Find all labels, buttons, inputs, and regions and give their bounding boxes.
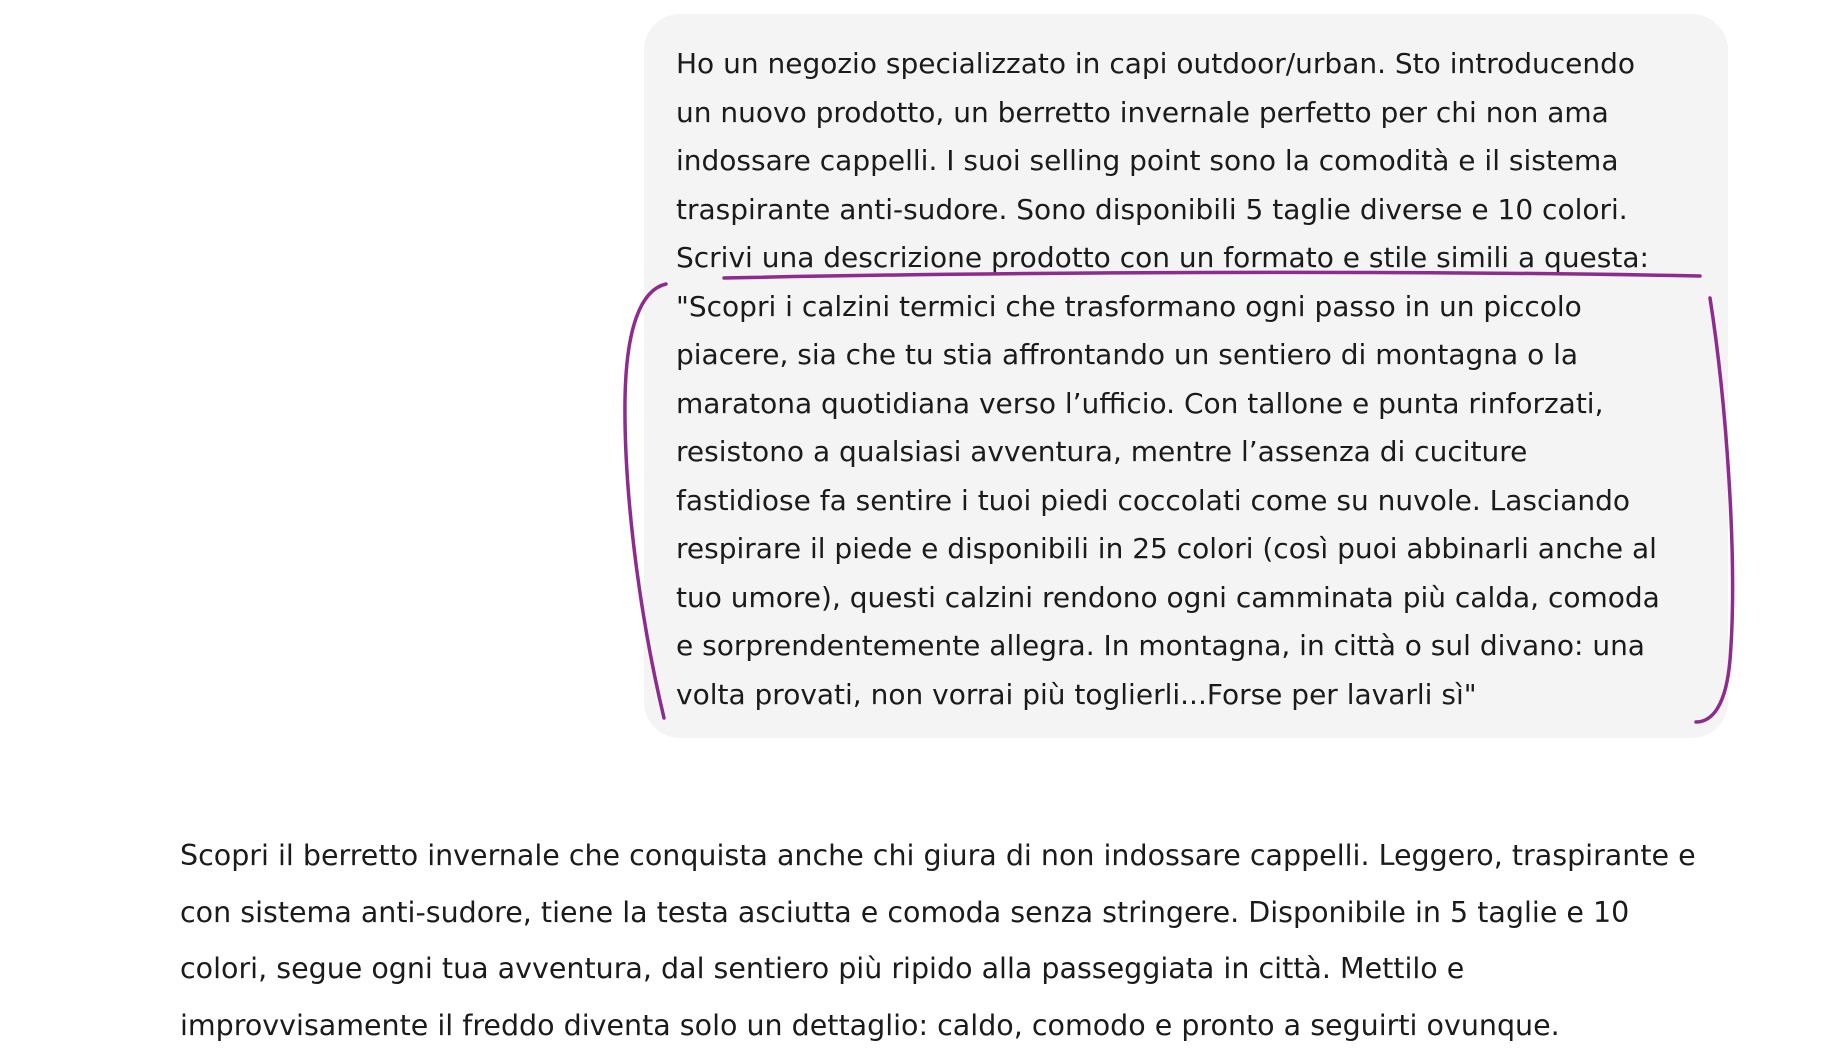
user-message-text: Ho un negozio specializzato in capi outdoor/urban. Sto introducendo un nuovo prodotto, un berretto invernale perfetto per chi non ama indossare cappelli. I suoi selling point sono la comodità e il sistema traspirante anti-sudore. Sono disponibili 5 taglie diverse e 10 colori. Scrivi una descrizione prodotto con un formato e stile simili a questa: "Scopri i calzini termici che trasformano ogni passo in un piccolo piacere, sia che tu stia affrontando un sentiero di montagna o la maratona quotidiana verso l’ufficio. Con tallone e punta rinforzati, resistono a qualsiasi avventura, mentre l’assenza di cuciture fastidiose fa sentire i tuoi piedi coccolati come su nuvole. Lasciando respirare il piede e disponibili in 25 colori (così puoi abbinarli anche al tuo umore), questi calzini rendono ogni camminata più calda, comoda e sorprendentemente allegra. In montagna, in città o sul divano: una volta provati, non vorrai più toglierli...Forse per lavarli sì" [676,47,1660,711]
assistant-message-text: Scopri il berretto invernale che conquista anche chi giura di non indossare cappelli. Leggero, traspirante e con sistema anti-sudore, tiene la testa asciutta e comoda senza stringere. Disponibile in 5 taglie e 10 colori, segue ogni tua avventura, dal sentiero più ripido alla passeggiata in città. Mettilo e improvvisamente il freddo diventa solo un dettaglio: caldo, comodo e pronto a seguirti ovunque. [180,839,1696,1042]
